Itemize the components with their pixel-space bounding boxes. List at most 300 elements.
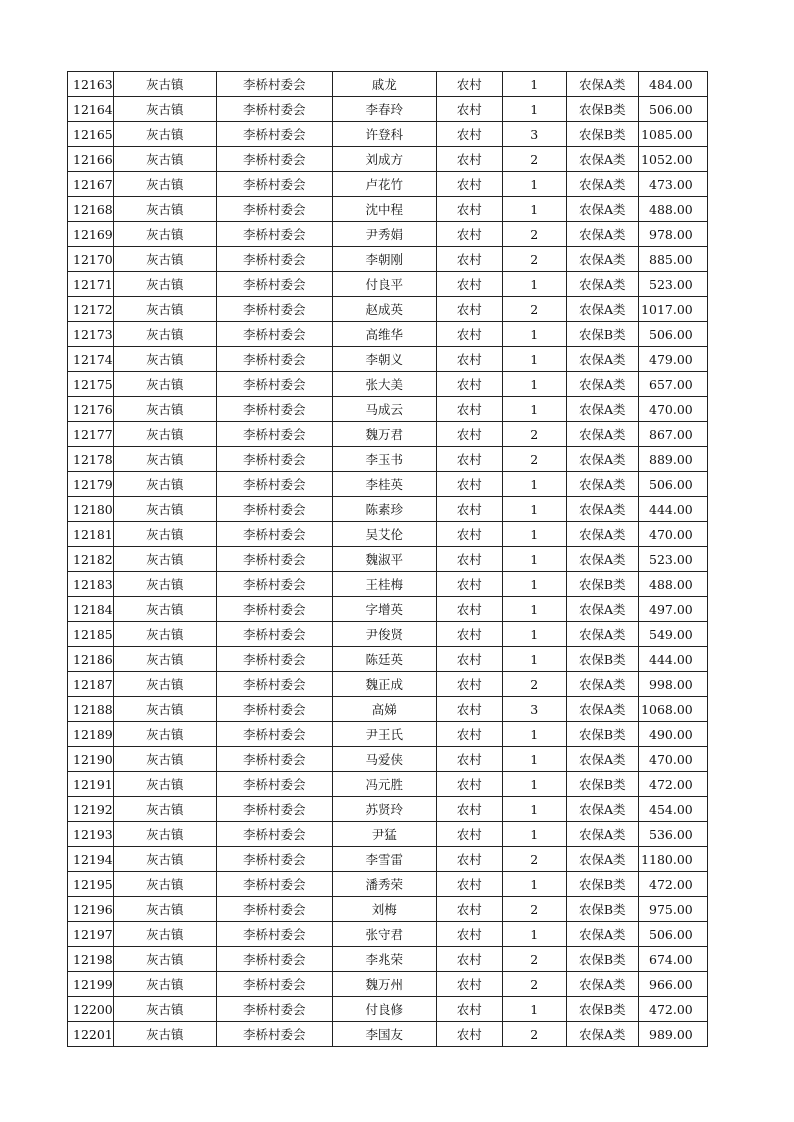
table-row xyxy=(68,822,708,847)
amount-cell: 479.00 xyxy=(638,347,707,372)
township-cell: 灰古镇 xyxy=(113,822,216,847)
household-size-cell: 3 xyxy=(502,697,566,722)
village-committee-cell: 李桥村委会 xyxy=(216,147,332,172)
table-row xyxy=(68,897,708,922)
township-cell: 灰古镇 xyxy=(113,122,216,147)
table-row xyxy=(68,622,708,647)
amount-cell: 989.00 xyxy=(638,1022,707,1047)
table-row xyxy=(68,947,708,972)
village-committee-cell: 李桥村委会 xyxy=(216,847,332,872)
village-committee-cell: 李桥村委会 xyxy=(216,372,332,397)
name-cell: 沈中程 xyxy=(332,197,436,222)
township-cell: 灰古镇 xyxy=(113,922,216,947)
table-row xyxy=(68,122,708,147)
household-size-cell: 3 xyxy=(502,122,566,147)
village-committee-cell: 李桥村委会 xyxy=(216,422,332,447)
record-number-cell: 12194 xyxy=(68,847,114,872)
area-type-cell: 农村 xyxy=(436,972,502,997)
record-number-cell: 12174 xyxy=(68,347,114,372)
record-number-cell: 12192 xyxy=(68,797,114,822)
record-number-cell: 12172 xyxy=(68,297,114,322)
insurance-category-cell: 农保A类 xyxy=(566,622,638,647)
area-type-cell: 农村 xyxy=(436,122,502,147)
village-committee-cell: 李桥村委会 xyxy=(216,697,332,722)
household-size-cell: 2 xyxy=(502,847,566,872)
amount-cell: 674.00 xyxy=(638,947,707,972)
insurance-category-cell: 农保A类 xyxy=(566,197,638,222)
amount-cell: 506.00 xyxy=(638,472,707,497)
record-number-cell: 12187 xyxy=(68,672,114,697)
household-size-cell: 2 xyxy=(502,222,566,247)
amount-cell: 444.00 xyxy=(638,497,707,522)
household-size-cell: 1 xyxy=(502,472,566,497)
table-row xyxy=(68,922,708,947)
area-type-cell: 农村 xyxy=(436,597,502,622)
amount-cell: 488.00 xyxy=(638,197,707,222)
record-number-cell: 12199 xyxy=(68,972,114,997)
area-type-cell: 农村 xyxy=(436,497,502,522)
household-size-cell: 2 xyxy=(502,1022,566,1047)
township-cell: 灰古镇 xyxy=(113,947,216,972)
household-size-cell: 1 xyxy=(502,747,566,772)
insurance-category-cell: 农保B类 xyxy=(566,897,638,922)
area-type-cell: 农村 xyxy=(436,922,502,947)
area-type-cell: 农村 xyxy=(436,872,502,897)
amount-cell: 488.00 xyxy=(638,572,707,597)
insurance-category-cell: 农保A类 xyxy=(566,547,638,572)
township-cell: 灰古镇 xyxy=(113,672,216,697)
table-row xyxy=(68,647,708,672)
amount-cell: 490.00 xyxy=(638,722,707,747)
village-committee-cell: 李桥村委会 xyxy=(216,97,332,122)
village-committee-cell: 李桥村委会 xyxy=(216,72,332,97)
area-type-cell: 农村 xyxy=(436,422,502,447)
table-row xyxy=(68,997,708,1022)
amount-cell: 1180.00 xyxy=(638,847,707,872)
area-type-cell: 农村 xyxy=(436,647,502,672)
insurance-category-cell: 农保A类 xyxy=(566,372,638,397)
area-type-cell: 农村 xyxy=(436,797,502,822)
amount-cell: 867.00 xyxy=(638,422,707,447)
township-cell: 灰古镇 xyxy=(113,547,216,572)
name-cell: 魏万州 xyxy=(332,972,436,997)
record-number-cell: 12168 xyxy=(68,197,114,222)
household-size-cell: 1 xyxy=(502,922,566,947)
insurance-category-cell: 农保B类 xyxy=(566,97,638,122)
amount-cell: 472.00 xyxy=(638,997,707,1022)
household-size-cell: 2 xyxy=(502,422,566,447)
township-cell: 灰古镇 xyxy=(113,797,216,822)
amount-cell: 885.00 xyxy=(638,247,707,272)
household-size-cell: 1 xyxy=(502,522,566,547)
table-row xyxy=(68,872,708,897)
insurance-category-cell: 农保A类 xyxy=(566,347,638,372)
area-type-cell: 农村 xyxy=(436,572,502,597)
record-number-cell: 12180 xyxy=(68,497,114,522)
record-number-cell: 12173 xyxy=(68,322,114,347)
township-cell: 灰古镇 xyxy=(113,197,216,222)
record-number-cell: 12193 xyxy=(68,822,114,847)
table-row xyxy=(68,472,708,497)
amount-cell: 470.00 xyxy=(638,522,707,547)
village-committee-cell: 李桥村委会 xyxy=(216,297,332,322)
village-committee-cell: 李桥村委会 xyxy=(216,122,332,147)
name-cell: 付良修 xyxy=(332,997,436,1022)
village-committee-cell: 李桥村委会 xyxy=(216,397,332,422)
household-size-cell: 1 xyxy=(502,372,566,397)
name-cell: 吴艾伦 xyxy=(332,522,436,547)
record-number-cell: 12163 xyxy=(68,72,114,97)
village-committee-cell: 李桥村委会 xyxy=(216,347,332,372)
table-row xyxy=(68,297,708,322)
table-row xyxy=(68,247,708,272)
township-cell: 灰古镇 xyxy=(113,347,216,372)
village-committee-cell: 李桥村委会 xyxy=(216,972,332,997)
township-cell: 灰古镇 xyxy=(113,72,216,97)
insurance-category-cell: 农保A类 xyxy=(566,697,638,722)
village-committee-cell: 李桥村委会 xyxy=(216,572,332,597)
household-size-cell: 1 xyxy=(502,822,566,847)
amount-cell: 523.00 xyxy=(638,547,707,572)
household-size-cell: 1 xyxy=(502,322,566,347)
amount-cell: 470.00 xyxy=(638,747,707,772)
name-cell: 尹俊贤 xyxy=(332,622,436,647)
township-cell: 灰古镇 xyxy=(113,997,216,1022)
insurance-category-cell: 农保A类 xyxy=(566,1022,638,1047)
township-cell: 灰古镇 xyxy=(113,897,216,922)
insurance-category-cell: 农保B类 xyxy=(566,722,638,747)
table-row xyxy=(68,97,708,122)
village-committee-cell: 李桥村委会 xyxy=(216,272,332,297)
household-size-cell: 2 xyxy=(502,947,566,972)
township-cell: 灰古镇 xyxy=(113,972,216,997)
insurance-category-cell: 农保A类 xyxy=(566,597,638,622)
household-size-cell: 1 xyxy=(502,397,566,422)
amount-cell: 484.00 xyxy=(638,72,707,97)
name-cell: 马爱侠 xyxy=(332,747,436,772)
insurance-category-cell: 农保A类 xyxy=(566,472,638,497)
township-cell: 灰古镇 xyxy=(113,172,216,197)
insurance-category-cell: 农保A类 xyxy=(566,522,638,547)
name-cell: 陈素珍 xyxy=(332,497,436,522)
name-cell: 魏正成 xyxy=(332,672,436,697)
name-cell: 张大美 xyxy=(332,372,436,397)
household-size-cell: 1 xyxy=(502,722,566,747)
name-cell: 李国友 xyxy=(332,1022,436,1047)
insurance-category-cell: 农保A类 xyxy=(566,822,638,847)
household-size-cell: 1 xyxy=(502,197,566,222)
name-cell: 付良平 xyxy=(332,272,436,297)
name-cell: 尹王氏 xyxy=(332,722,436,747)
name-cell: 尹秀娟 xyxy=(332,222,436,247)
area-type-cell: 农村 xyxy=(436,447,502,472)
area-type-cell: 农村 xyxy=(436,997,502,1022)
township-cell: 灰古镇 xyxy=(113,522,216,547)
area-type-cell: 农村 xyxy=(436,622,502,647)
household-size-cell: 1 xyxy=(502,172,566,197)
record-number-cell: 12177 xyxy=(68,422,114,447)
township-cell: 灰古镇 xyxy=(113,847,216,872)
household-size-cell: 2 xyxy=(502,897,566,922)
area-type-cell: 农村 xyxy=(436,747,502,772)
insurance-category-cell: 农保A类 xyxy=(566,747,638,772)
village-committee-cell: 李桥村委会 xyxy=(216,672,332,697)
name-cell: 许登科 xyxy=(332,122,436,147)
village-committee-cell: 李桥村委会 xyxy=(216,997,332,1022)
record-number-cell: 12191 xyxy=(68,772,114,797)
name-cell: 卢花竹 xyxy=(332,172,436,197)
amount-cell: 472.00 xyxy=(638,772,707,797)
township-cell: 灰古镇 xyxy=(113,372,216,397)
amount-cell: 472.00 xyxy=(638,872,707,897)
table-row xyxy=(68,72,708,97)
record-number-cell: 12198 xyxy=(68,947,114,972)
township-cell: 灰古镇 xyxy=(113,397,216,422)
record-number-cell: 12167 xyxy=(68,172,114,197)
village-committee-cell: 李桥村委会 xyxy=(216,922,332,947)
record-number-cell: 12196 xyxy=(68,897,114,922)
household-size-cell: 1 xyxy=(502,797,566,822)
name-cell: 李春玲 xyxy=(332,97,436,122)
township-cell: 灰古镇 xyxy=(113,297,216,322)
insurance-category-cell: 农保B类 xyxy=(566,122,638,147)
table-row xyxy=(68,747,708,772)
insurance-category-cell: 农保A类 xyxy=(566,272,638,297)
name-cell: 张守君 xyxy=(332,922,436,947)
insurance-category-cell: 农保B类 xyxy=(566,947,638,972)
township-cell: 灰古镇 xyxy=(113,447,216,472)
area-type-cell: 农村 xyxy=(436,897,502,922)
record-number-cell: 12183 xyxy=(68,572,114,597)
amount-cell: 1052.00 xyxy=(638,147,707,172)
area-type-cell: 农村 xyxy=(436,222,502,247)
insurance-category-cell: 农保A类 xyxy=(566,497,638,522)
record-number-cell: 12197 xyxy=(68,922,114,947)
household-size-cell: 1 xyxy=(502,497,566,522)
household-size-cell: 1 xyxy=(502,622,566,647)
table-row xyxy=(68,397,708,422)
village-committee-cell: 李桥村委会 xyxy=(216,197,332,222)
table-row xyxy=(68,522,708,547)
household-size-cell: 1 xyxy=(502,72,566,97)
village-committee-cell: 李桥村委会 xyxy=(216,1022,332,1047)
record-number-cell: 12186 xyxy=(68,647,114,672)
village-committee-cell: 李桥村委会 xyxy=(216,322,332,347)
insurance-category-cell: 农保A类 xyxy=(566,422,638,447)
amount-cell: 470.00 xyxy=(638,397,707,422)
record-number-cell: 12164 xyxy=(68,97,114,122)
record-number-cell: 12178 xyxy=(68,447,114,472)
amount-cell: 978.00 xyxy=(638,222,707,247)
household-size-cell: 1 xyxy=(502,772,566,797)
area-type-cell: 农村 xyxy=(436,547,502,572)
household-size-cell: 1 xyxy=(502,272,566,297)
household-size-cell: 2 xyxy=(502,972,566,997)
area-type-cell: 农村 xyxy=(436,472,502,497)
table-row xyxy=(68,697,708,722)
table-row xyxy=(68,772,708,797)
table-row xyxy=(68,172,708,197)
amount-cell: 549.00 xyxy=(638,622,707,647)
township-cell: 灰古镇 xyxy=(113,1022,216,1047)
amount-cell: 506.00 xyxy=(638,322,707,347)
name-cell: 戚龙 xyxy=(332,72,436,97)
amount-cell: 523.00 xyxy=(638,272,707,297)
household-size-cell: 2 xyxy=(502,672,566,697)
village-committee-cell: 李桥村委会 xyxy=(216,622,332,647)
name-cell: 李兆荣 xyxy=(332,947,436,972)
record-number-cell: 12184 xyxy=(68,597,114,622)
name-cell: 马成云 xyxy=(332,397,436,422)
area-type-cell: 农村 xyxy=(436,822,502,847)
relief-roster-table xyxy=(67,71,708,1047)
table-row xyxy=(68,222,708,247)
name-cell: 李桂英 xyxy=(332,472,436,497)
area-type-cell: 农村 xyxy=(436,372,502,397)
village-committee-cell: 李桥村委会 xyxy=(216,472,332,497)
township-cell: 灰古镇 xyxy=(113,872,216,897)
table-row xyxy=(68,972,708,997)
record-number-cell: 12175 xyxy=(68,372,114,397)
township-cell: 灰古镇 xyxy=(113,697,216,722)
table-row xyxy=(68,497,708,522)
village-committee-cell: 李桥村委会 xyxy=(216,822,332,847)
insurance-category-cell: 农保A类 xyxy=(566,247,638,272)
amount-cell: 889.00 xyxy=(638,447,707,472)
name-cell: 赵成英 xyxy=(332,297,436,322)
household-size-cell: 1 xyxy=(502,997,566,1022)
amount-cell: 454.00 xyxy=(638,797,707,822)
village-committee-cell: 李桥村委会 xyxy=(216,722,332,747)
area-type-cell: 农村 xyxy=(436,772,502,797)
area-type-cell: 农村 xyxy=(436,72,502,97)
amount-cell: 506.00 xyxy=(638,97,707,122)
table-row xyxy=(68,372,708,397)
record-number-cell: 12166 xyxy=(68,147,114,172)
record-number-cell: 12200 xyxy=(68,997,114,1022)
township-cell: 灰古镇 xyxy=(113,597,216,622)
village-committee-cell: 李桥村委会 xyxy=(216,547,332,572)
area-type-cell: 农村 xyxy=(436,347,502,372)
household-size-cell: 1 xyxy=(502,97,566,122)
table-row xyxy=(68,672,708,697)
village-committee-cell: 李桥村委会 xyxy=(216,647,332,672)
area-type-cell: 农村 xyxy=(436,522,502,547)
amount-cell: 536.00 xyxy=(638,822,707,847)
table-row xyxy=(68,322,708,347)
area-type-cell: 农村 xyxy=(436,722,502,747)
area-type-cell: 农村 xyxy=(436,672,502,697)
name-cell: 刘梅 xyxy=(332,897,436,922)
amount-cell: 506.00 xyxy=(638,922,707,947)
table-row xyxy=(68,597,708,622)
insurance-category-cell: 农保A类 xyxy=(566,972,638,997)
name-cell: 李朝义 xyxy=(332,347,436,372)
record-number-cell: 12201 xyxy=(68,1022,114,1047)
table-row xyxy=(68,847,708,872)
insurance-category-cell: 农保B类 xyxy=(566,572,638,597)
insurance-category-cell: 农保A类 xyxy=(566,922,638,947)
area-type-cell: 农村 xyxy=(436,147,502,172)
table-row xyxy=(68,272,708,297)
household-size-cell: 1 xyxy=(502,547,566,572)
township-cell: 灰古镇 xyxy=(113,622,216,647)
village-committee-cell: 李桥村委会 xyxy=(216,447,332,472)
area-type-cell: 农村 xyxy=(436,697,502,722)
name-cell: 字增英 xyxy=(332,597,436,622)
record-number-cell: 12190 xyxy=(68,747,114,772)
township-cell: 灰古镇 xyxy=(113,247,216,272)
table-row xyxy=(68,422,708,447)
household-size-cell: 2 xyxy=(502,297,566,322)
record-number-cell: 12195 xyxy=(68,872,114,897)
household-size-cell: 2 xyxy=(502,247,566,272)
township-cell: 灰古镇 xyxy=(113,322,216,347)
household-size-cell: 1 xyxy=(502,347,566,372)
name-cell: 潘秀荣 xyxy=(332,872,436,897)
table-row xyxy=(68,447,708,472)
record-number-cell: 12165 xyxy=(68,122,114,147)
township-cell: 灰古镇 xyxy=(113,222,216,247)
household-size-cell: 1 xyxy=(502,647,566,672)
insurance-category-cell: 农保B类 xyxy=(566,647,638,672)
township-cell: 灰古镇 xyxy=(113,147,216,172)
household-size-cell: 1 xyxy=(502,597,566,622)
amount-cell: 497.00 xyxy=(638,597,707,622)
amount-cell: 1017.00 xyxy=(638,297,707,322)
name-cell: 李玉书 xyxy=(332,447,436,472)
township-cell: 灰古镇 xyxy=(113,472,216,497)
village-committee-cell: 李桥村委会 xyxy=(216,747,332,772)
name-cell: 李雪雷 xyxy=(332,847,436,872)
township-cell: 灰古镇 xyxy=(113,747,216,772)
insurance-category-cell: 农保B类 xyxy=(566,997,638,1022)
record-number-cell: 12171 xyxy=(68,272,114,297)
amount-cell: 1085.00 xyxy=(638,122,707,147)
township-cell: 灰古镇 xyxy=(113,97,216,122)
insurance-category-cell: 农保A类 xyxy=(566,797,638,822)
township-cell: 灰古镇 xyxy=(113,272,216,297)
household-size-cell: 1 xyxy=(502,572,566,597)
village-committee-cell: 李桥村委会 xyxy=(216,597,332,622)
record-number-cell: 12179 xyxy=(68,472,114,497)
township-cell: 灰古镇 xyxy=(113,497,216,522)
area-type-cell: 农村 xyxy=(436,97,502,122)
area-type-cell: 农村 xyxy=(436,272,502,297)
insurance-category-cell: 农保A类 xyxy=(566,297,638,322)
village-committee-cell: 李桥村委会 xyxy=(216,947,332,972)
village-committee-cell: 李桥村委会 xyxy=(216,897,332,922)
village-committee-cell: 李桥村委会 xyxy=(216,797,332,822)
township-cell: 灰古镇 xyxy=(113,572,216,597)
record-number-cell: 12185 xyxy=(68,622,114,647)
area-type-cell: 农村 xyxy=(436,397,502,422)
table-row xyxy=(68,572,708,597)
amount-cell: 657.00 xyxy=(638,372,707,397)
household-size-cell: 1 xyxy=(502,872,566,897)
table-row xyxy=(68,197,708,222)
area-type-cell: 农村 xyxy=(436,322,502,347)
area-type-cell: 农村 xyxy=(436,1022,502,1047)
record-number-cell: 12170 xyxy=(68,247,114,272)
insurance-category-cell: 农保A类 xyxy=(566,397,638,422)
insurance-category-cell: 农保A类 xyxy=(566,222,638,247)
township-cell: 灰古镇 xyxy=(113,647,216,672)
insurance-category-cell: 农保B类 xyxy=(566,872,638,897)
record-number-cell: 12169 xyxy=(68,222,114,247)
amount-cell: 966.00 xyxy=(638,972,707,997)
amount-cell: 1068.00 xyxy=(638,697,707,722)
